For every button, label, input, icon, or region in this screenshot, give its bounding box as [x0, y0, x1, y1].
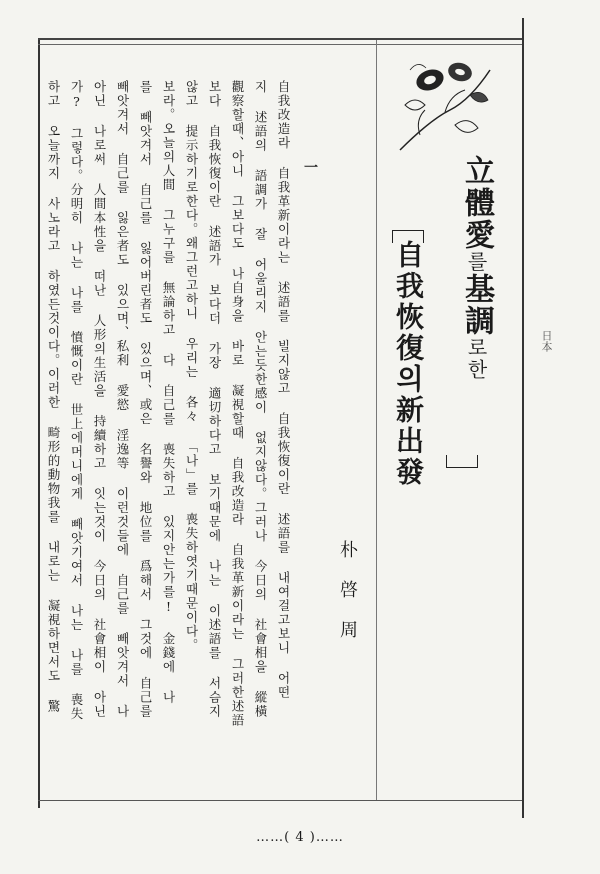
bottom-border-rule	[38, 800, 522, 801]
body-column-2: 지 述語의 語調가 잘 어울리지 안는듯한感이 없지않다。그러나 今日의 社會相을 縱橫	[253, 80, 268, 719]
section-number: 一	[302, 160, 318, 176]
body-column-5: 않고 提示하기로한다。왜그런고하니 우리는 各々 「나」를 喪失하엿기때문이다。	[184, 80, 199, 653]
author-name: 朴啓周	[337, 540, 358, 660]
right-border-rule	[522, 18, 524, 818]
body-column-11: 하고 오늘까지 사노라고 하였든것이다。이러한 畸形的動物我를 내로는 凝視하면서도 驚	[46, 80, 61, 714]
top-border-rule-inner	[38, 44, 522, 45]
top-border-rule	[38, 38, 522, 40]
body-column-8: 빼앗겨서 自己를 잃은者도 있으며、私利 愛慾 淫逸等 이런것들에 自己를 빼앗겨서 나	[115, 80, 130, 719]
subtitle-bracket-bottom	[446, 455, 478, 468]
body-column-4: 보다 自我恢復이란 述語가 보다더 가장 適切하다고 보기때문에 나는 이述語를 서슴지	[207, 80, 222, 719]
body-column-6: 보라。오늘의人間 그누구를 無論하고 다 自己를 喪失하고 있지안는가를! 金錢에 나	[161, 80, 176, 705]
title-part-2: 를	[464, 251, 488, 273]
body-column-1: 自我改造라 自我革新이라는 述語를 빌지않고 自我恢復이란 述語를 내여걸고보니 어떤	[276, 80, 291, 700]
title-panel-divider	[376, 40, 377, 800]
margin-note: 日本	[540, 330, 553, 352]
body-column-10: 가? 그렇다。分明히 나는 나를 憤慨이란 世上에머니에게 빼앗기여서 나는 나를 喪失	[69, 80, 84, 721]
body-column-3: 觀察할때、아니 그보다도 나自身을 바로 凝視할때 自我改造라 自我革新이라는 그러한述語	[230, 80, 245, 728]
title-part-4: 로한	[464, 337, 488, 381]
morning-glory-illustration	[390, 50, 500, 160]
body-column-9: 아닌 나로써 人間本性을 떠난 人形의生活을 持續하고 잇는것이 今日의 社會相이 아닌	[92, 80, 107, 719]
title-part-1: 立體愛	[459, 155, 494, 251]
article-title	[452, 155, 498, 455]
left-border-rule	[38, 38, 40, 808]
page-number: ……( 4 )……	[256, 830, 344, 845]
body-column-7: 를 빼앗겨서 自己를 잃어버린者도 있으며、或은 名譽와 地位를 爲해서 그것에 自己를	[138, 80, 153, 719]
title-part-3: 基調	[459, 273, 494, 337]
article-subtitle: 自我恢復의新出發	[392, 240, 425, 488]
